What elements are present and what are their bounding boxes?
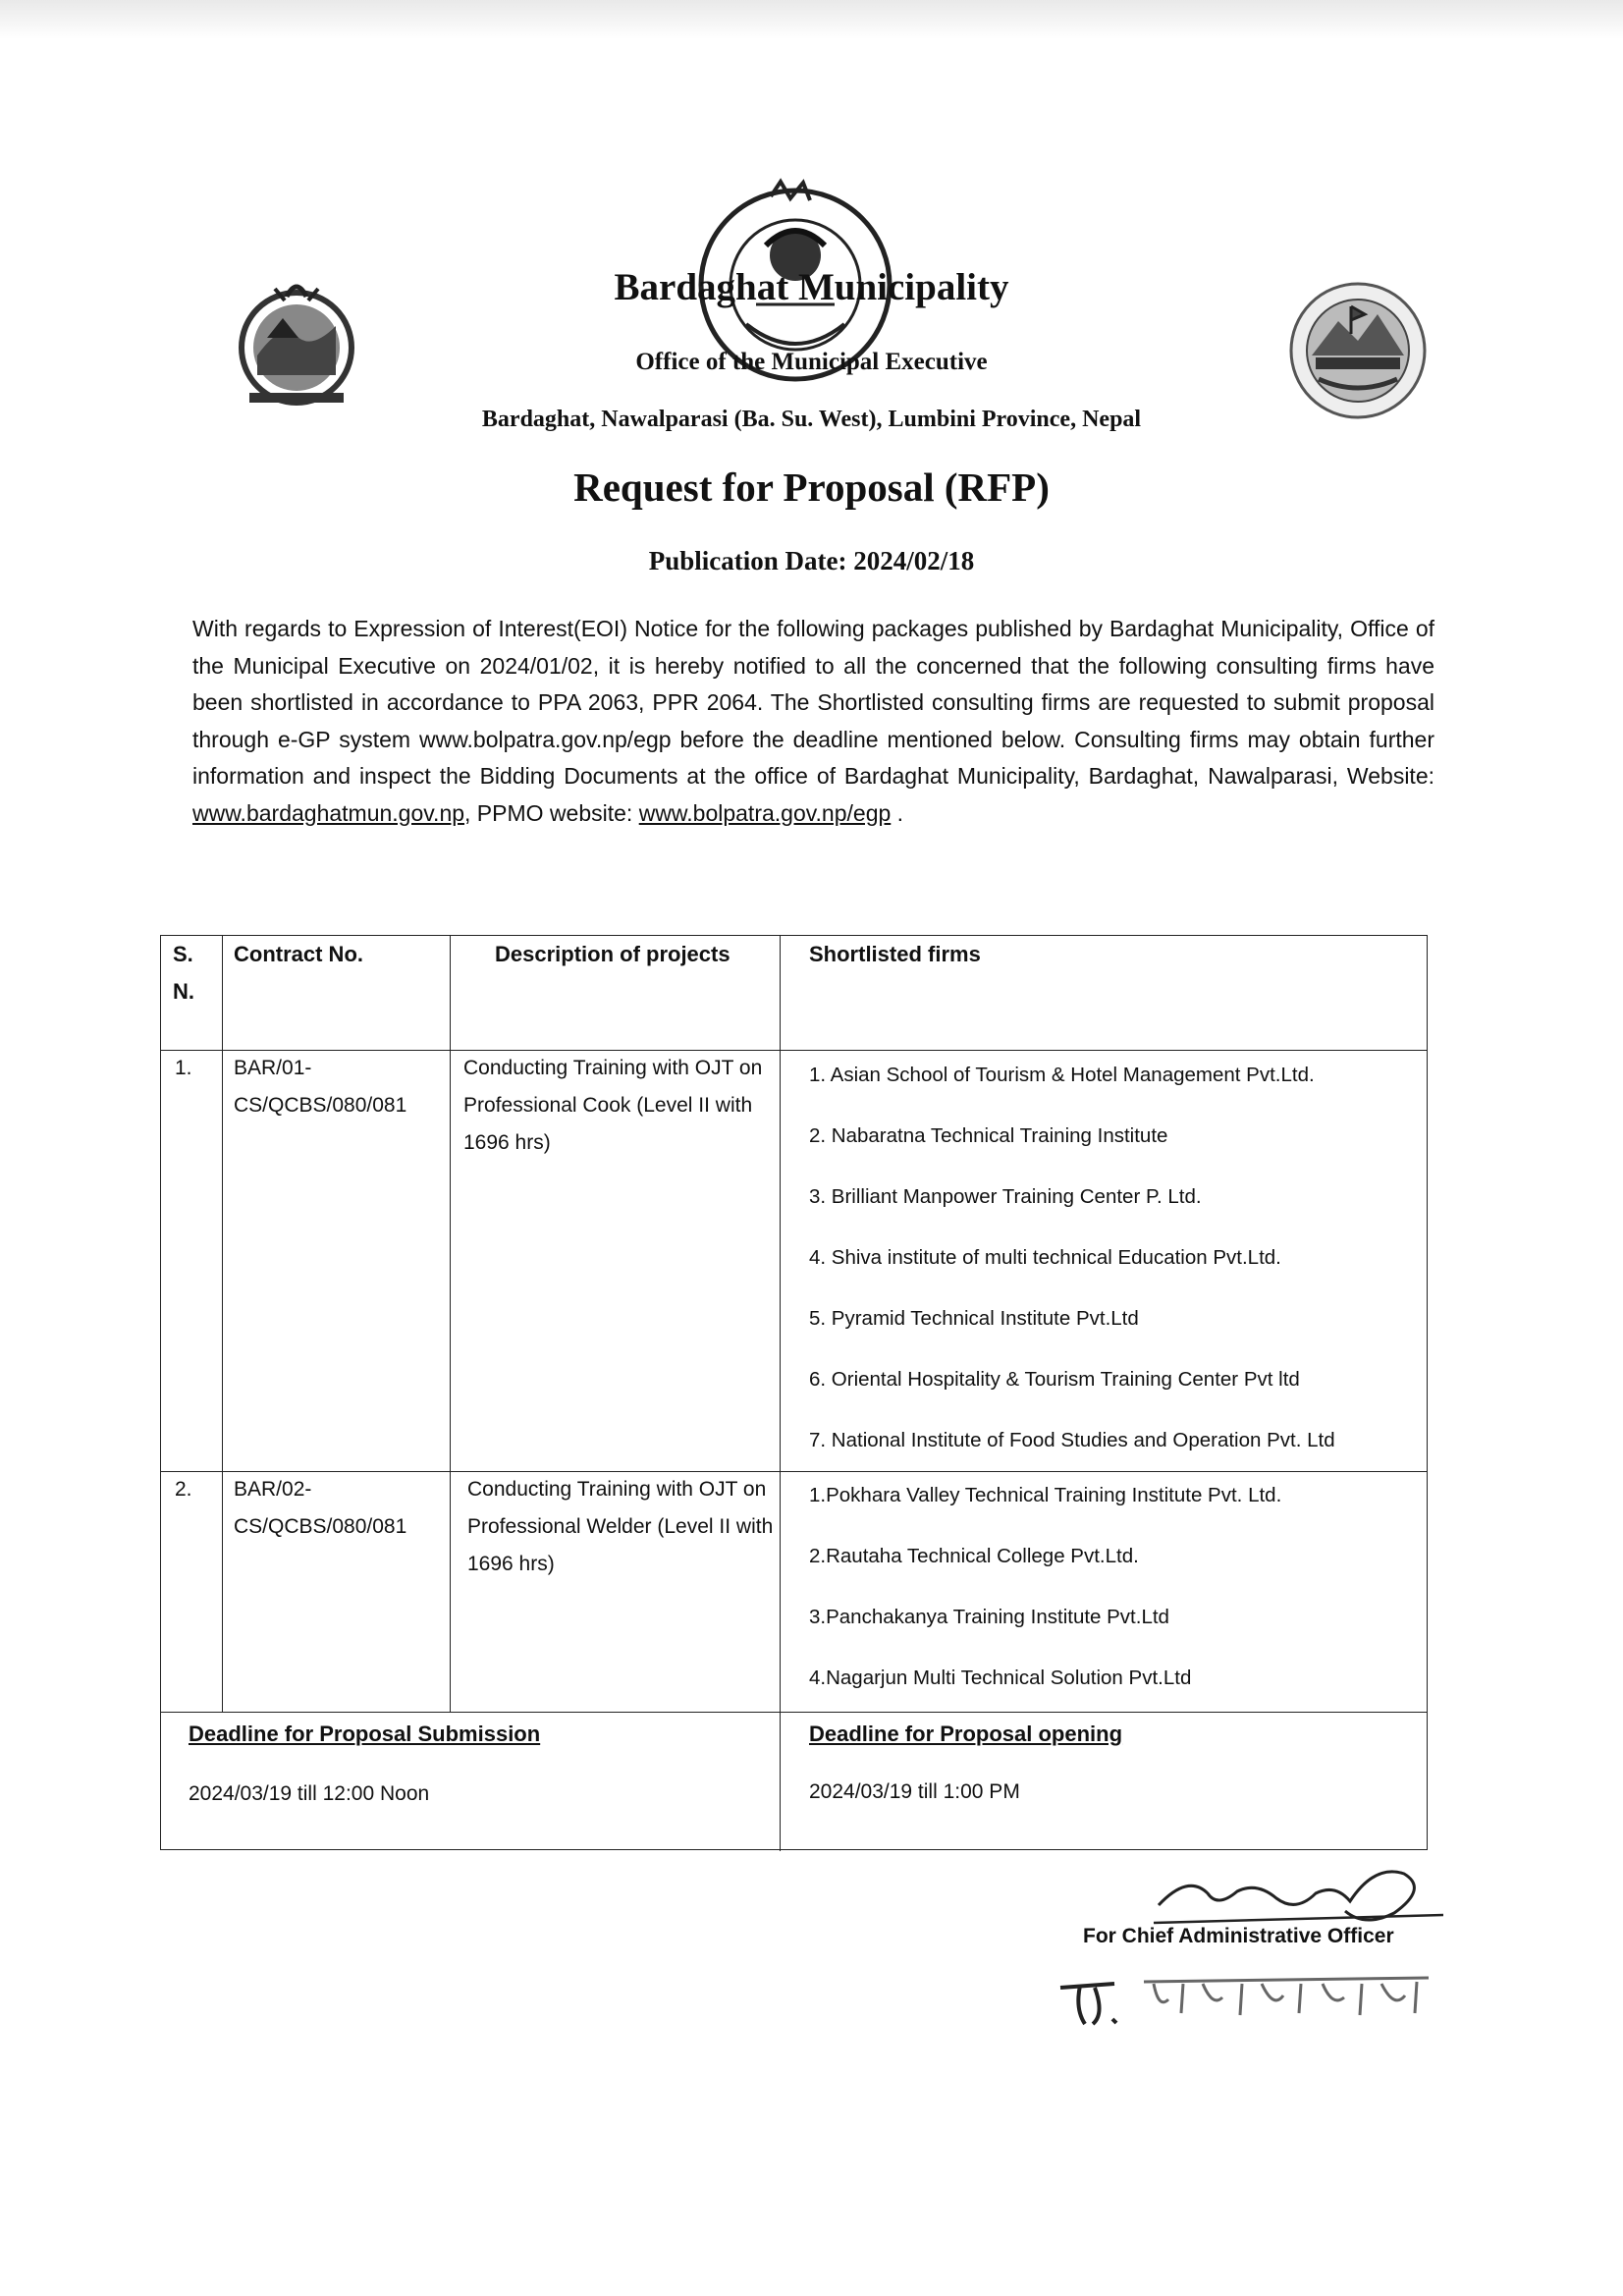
col-divider xyxy=(450,936,451,1712)
row2-description: Conducting Training with OJT on Professional Welder (Level II with 1696 hrs) xyxy=(467,1478,774,1575)
notice-text: With regards to Expression of Interest(EOI) Notice for the following packages published by Bardaghat Municipality, Office of the Municipal Executive on 2024/01/02, it is hereby notified to all the concerned that the following consulting firms have been shortlisted in accordance to PPA 2063, PPR 2064. The Shortlisted consulting firms are requested to submit proposal through e-GP system www.bolpatra.gov.np/egp before the deadline mentioned below. Consulting firms may obtain further information and inspect the Bidding Documents at the office of Bardaghat Municipality, Bardaghat, Nawalparasi, Website: xyxy=(192,616,1434,789)
page-title: Request for Proposal (RFP) xyxy=(573,465,1050,510)
header-firms: Shortlisted firms xyxy=(809,942,981,966)
row1-firm: 1. Asian School of Tourism & Hotel Management Pvt.Ltd. xyxy=(809,1064,1315,1086)
col-divider xyxy=(222,936,223,1712)
publication-date: Publication Date: 2024/02/18 xyxy=(648,546,975,575)
deadline-opening-value: 2024/03/19 till 1:00 PM xyxy=(809,1780,1020,1803)
notice-paragraph xyxy=(192,611,1434,832)
row1-firm: 3. Brilliant Manpower Training Center P. Ltd. xyxy=(809,1185,1202,1208)
row2-firm: 1.Pokhara Valley Technical Training Institute Pvt. Ltd. xyxy=(809,1484,1282,1506)
shortlist-table xyxy=(160,935,1428,1850)
ppmo-website-link[interactable]: www.bolpatra.gov.np/egp xyxy=(638,799,892,826)
deadline-submission-label: Deadline for Proposal Submission xyxy=(189,1722,541,1746)
header-sn: S. N. xyxy=(173,942,194,1004)
scan-top-strip xyxy=(0,0,1623,39)
for-officer-label: For Chief Administrative Officer xyxy=(1083,1925,1394,1947)
municipality-name: Bardaghat Municipality xyxy=(614,266,1009,308)
row1-contract: BAR/01-CS/QCBS/080/081 xyxy=(234,1057,407,1117)
deadline-opening-label: Deadline for Proposal opening xyxy=(809,1722,1123,1746)
row2-sn: 2. xyxy=(175,1478,192,1501)
row2-firm: 2.Rautaha Technical College Pvt.Ltd. xyxy=(809,1545,1139,1567)
row-divider xyxy=(161,1712,1427,1713)
row1-description: Conducting Training with OJT on Professional Cook (Level II with 1696 hrs) xyxy=(463,1057,763,1154)
header-contract: Contract No. xyxy=(234,942,363,966)
row1-firm: 4. Shiva institute of multi technical Education Pvt.Ltd. xyxy=(809,1246,1281,1269)
row2-contract: BAR/02-CS/QCBS/080/081 xyxy=(234,1478,407,1538)
address: Bardaghat, Nawalparasi (Ba. Su. West), Lumbini Province, Nepal xyxy=(481,407,1142,432)
header-description: Description of projects xyxy=(495,942,730,966)
row2-firm: 3.Panchakanya Training Institute Pvt.Ltd xyxy=(809,1606,1169,1628)
notice-text-2: , PPMO website: xyxy=(464,799,639,826)
nepali-signature-stamp xyxy=(1055,1970,1434,2029)
notice-text-3: . xyxy=(891,799,904,826)
row2-firm: 4.Nagarjun Multi Technical Solution Pvt.Ltd xyxy=(809,1667,1192,1689)
office-name: Office of the Municipal Executive xyxy=(635,349,988,375)
deadline-submission-value: 2024/03/19 till 12:00 Noon xyxy=(189,1782,430,1805)
row1-firm: 2. Nabaratna Technical Training Institute xyxy=(809,1124,1168,1147)
row1-firm: 5. Pyramid Technical Institute Pvt.Ltd xyxy=(809,1307,1139,1330)
row1-sn: 1. xyxy=(175,1057,192,1079)
row1-firm: 7. National Institute of Food Studies and Operation Pvt. Ltd xyxy=(809,1429,1335,1451)
municipality-website-link[interactable]: www.bardaghatmun.gov.np xyxy=(192,799,465,826)
col-divider xyxy=(780,936,781,1851)
row1-firm: 6. Oriental Hospitality & Tourism Training Center Pvt ltd xyxy=(809,1368,1300,1391)
